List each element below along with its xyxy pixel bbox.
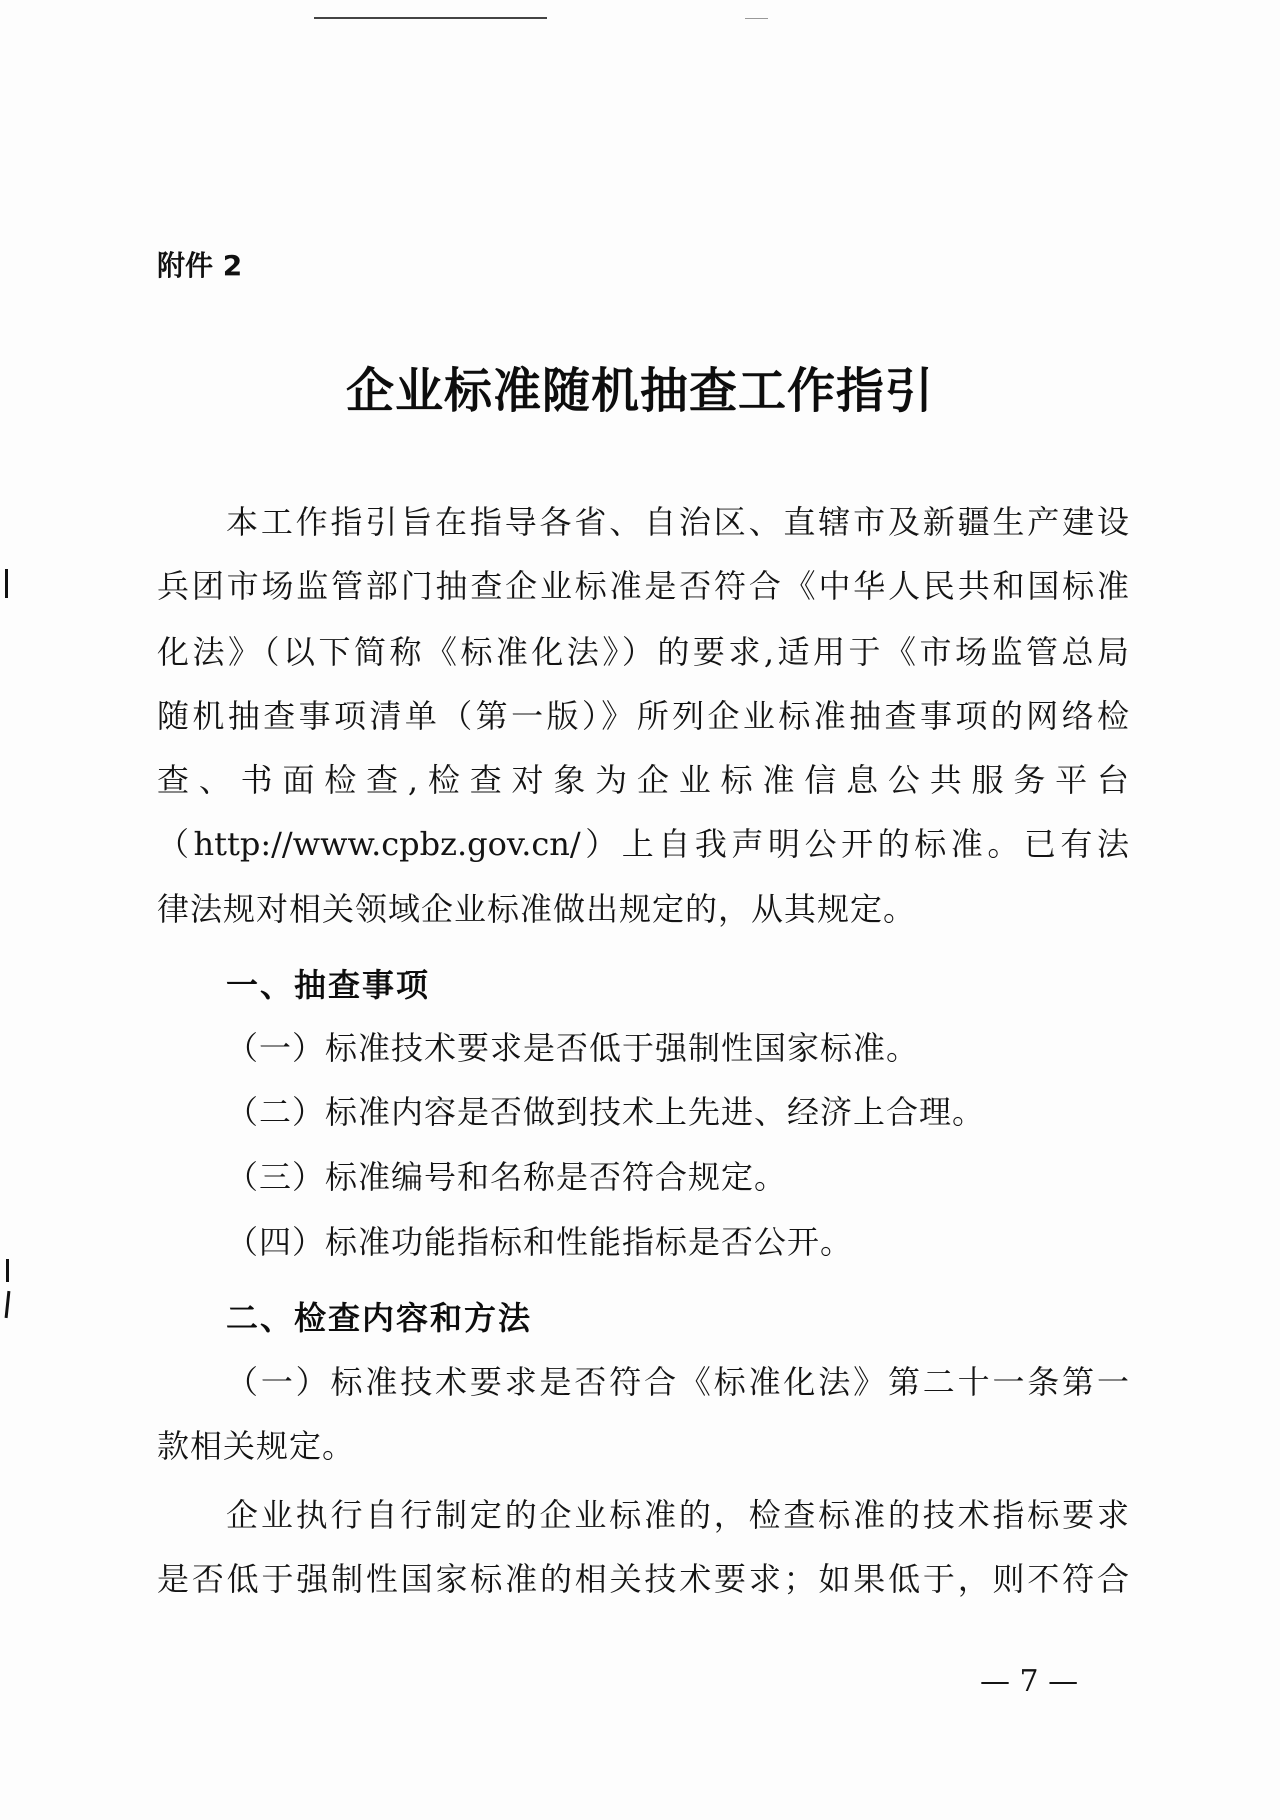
inspection-item: （一）标准技术要求是否低于强制性国家标准。 <box>226 1029 920 1067</box>
intro-paragraph-line: 兵团市场监管部门抽查企业标准是否符合《中华人民共和国标准 <box>157 567 1129 605</box>
subsection-1-line: 款相关规定。 <box>157 1427 356 1465</box>
section-heading-content-and-methods: 二、检查内容和方法 <box>226 1299 533 1337</box>
body-paragraph-line: 企业执行自行制定的企业标准的，检查标准的技术指标要求 <box>226 1496 1129 1534</box>
body-paragraph-line: 是否低于强制性国家标准的相关技术要求；如果低于，则不符合 <box>157 1560 1129 1598</box>
subsection-1-line: （一）标准技术要求是否符合《标准化法》第二十一条第一 <box>226 1363 1129 1401</box>
section-heading-inspection-items: 一、抽查事项 <box>226 966 431 1004</box>
document-title: 企业标准随机抽查工作指引 <box>345 363 934 419</box>
scan-artifact-binding-mark <box>5 1291 11 1318</box>
scan-artifact-top-line <box>314 17 547 19</box>
scan-artifact-binding-mark <box>5 569 8 598</box>
intro-paragraph-line: 查、书面检查,检查对象为企业标准信息公共服务平台 <box>157 761 1129 799</box>
inspection-item: （四）标准功能指标和性能指标是否公开。 <box>226 1223 854 1261</box>
page-number: — 7 — <box>980 1664 1079 1699</box>
scan-artifact-binding-mark <box>6 1259 9 1282</box>
scan-artifact-top-dash <box>745 18 768 19</box>
intro-paragraph-line: （http://www.cpbz.gov.cn/）上自我声明公开的标准。已有法 <box>157 825 1129 863</box>
intro-paragraph-line: 化法》（以下简称《标准化法》）的要求,适用于《市场监管总局 <box>157 633 1129 671</box>
intro-paragraph-line: 随机抽查事项清单（第一版）》所列企业标准抽查事项的网络检 <box>157 697 1129 735</box>
intro-paragraph-line: 律法规对相关领域企业标准做出规定的，从其规定。 <box>157 890 917 928</box>
attachment-label: 附件 2 <box>157 249 243 282</box>
inspection-item: （二）标准内容是否做到技术上先进、经济上合理。 <box>226 1093 986 1131</box>
inspection-item: （三）标准编号和名称是否符合规定。 <box>226 1158 788 1196</box>
intro-paragraph-line: 本工作指引旨在指导各省、自治区、直辖市及新疆生产建设 <box>226 503 1129 541</box>
